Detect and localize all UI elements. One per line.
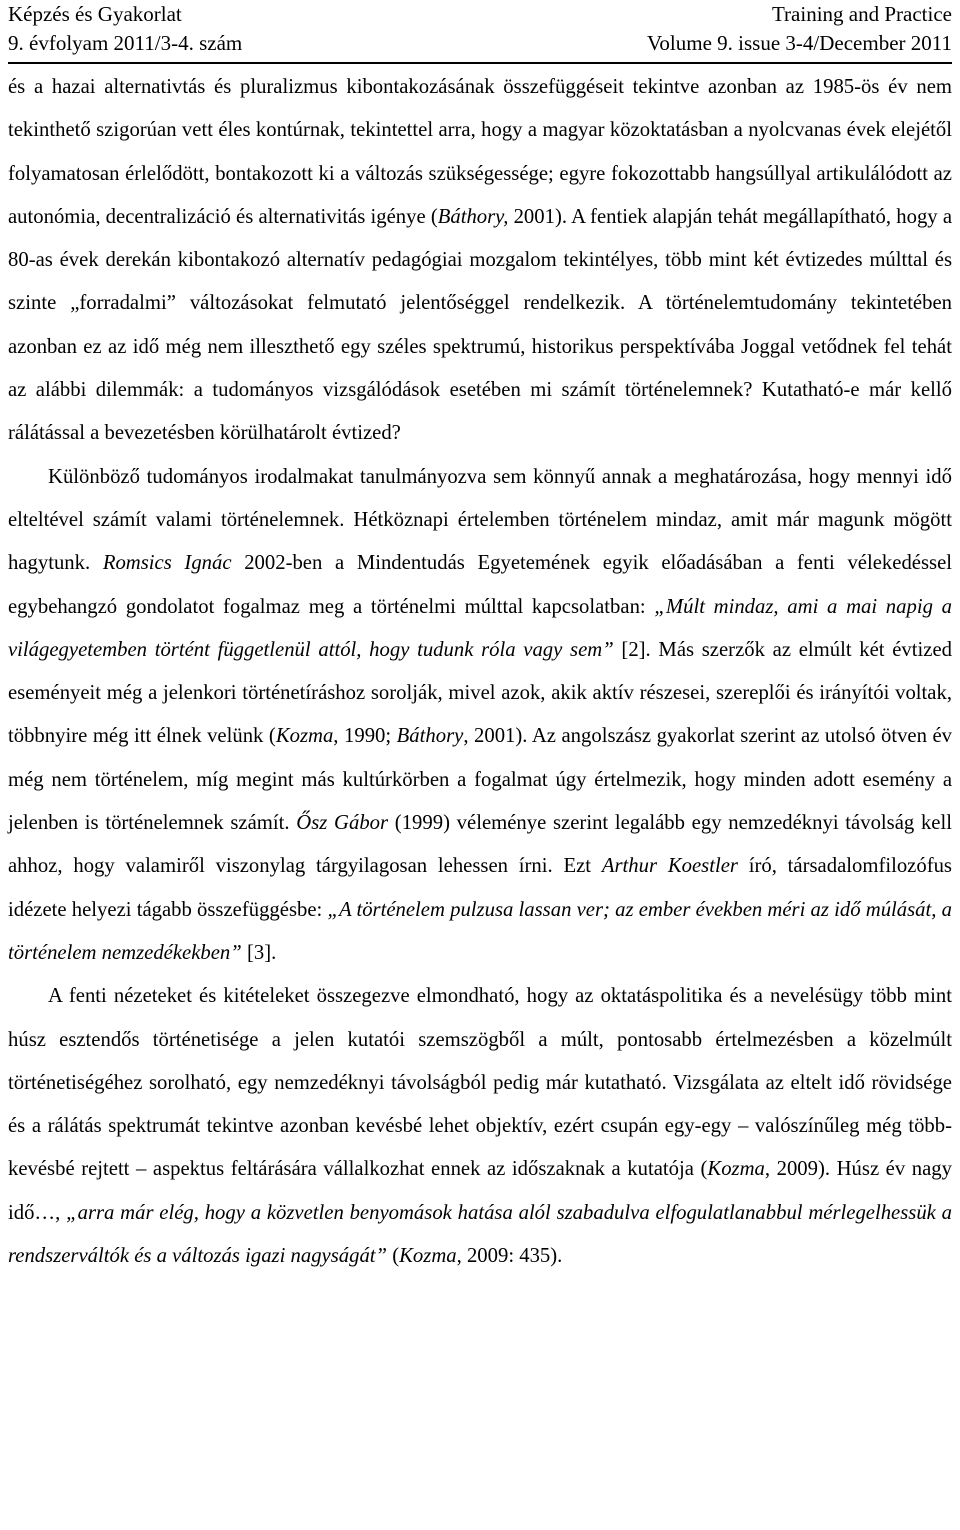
journal-title-hu: Képzés és Gyakorlat — [8, 2, 182, 26]
text-run: , 2009: 435). — [456, 1245, 563, 1268]
text-run: ( — [387, 1245, 400, 1268]
italic-run: Báthory, — [437, 205, 509, 228]
text-run: és a hazai alternativtás és pluralizmus kibontakozásának összefüggéseit tekintve azonban az 1985-ös év nem tekinthető szigorúan vett éles kontúrnak, tekintettel arra, hogy a magyar közoktatásban a nyolcvanas évek elejétől folyamatosan érlelődött, bontakozott ki a változás szükségessége; egyre fokozottabb hangsúllyal artikulálódott az autonómia, decentralizáció és alternativitás igénye ( — [8, 76, 952, 228]
header-row-title — [8, 0, 952, 29]
article-body — [8, 66, 952, 1278]
italic-run: „A történelem pulzusa lassan ver; az ember években méri az idő múlását, a történelem nemzedékekben” — [8, 898, 952, 964]
italic-run: Ősz Gábor — [296, 812, 389, 835]
text-run: [2]. Más szerzők az elmúlt két évtized eseményeit még a jelenkori történetíráshoz sorolják, mivel azok, akik aktív részesei, szereplői és irányítói voltak, többnyire még itt élnek velünk ( — [8, 638, 952, 748]
italic-run: „Múlt mindaz, ami a mai napig a világegyetemben történt függetlenül attól, hogy tudunk róla vagy sem” — [8, 595, 952, 661]
issue-info-en: Volume 9. issue 3-4/December 2011 — [646, 31, 952, 55]
text-run: , 2009). Húsz év nagy idő…, — [8, 1158, 952, 1224]
paragraph-2 — [8, 456, 952, 976]
issue-info-hu: 9. évfolyam 2011/3-4. szám — [8, 31, 243, 55]
italic-run: Kozma — [275, 725, 334, 748]
italic-run: Arthur Koestler — [601, 855, 738, 878]
text-run: (1999) véleménye szerint legalább egy nemzedéknyi távolság kell ahhoz, hogy valamiről viszonylag tárgyilagosan lehessen írni. Ezt — [8, 812, 952, 878]
text-run: [3]. — [241, 941, 277, 964]
italic-run: Romsics Ignác — [102, 552, 232, 575]
text-run: író, társadalomfilozófus idézete helyezi tágabb összefüggésbe: — [8, 855, 952, 921]
text-run: 2002-ben a Mindentudás Egyetemének egyik előadásában a fenti vélekedéssel egybehangzó gondolatot fogalmaz meg a történelmi múlttal kapcsolatban: — [8, 552, 952, 618]
italic-run: Báthory — [396, 725, 464, 748]
text-run: 2001). A fentiek alapján tehát megállapítható, hogy a 80-as évek derekán kibontakozó alternatív pedagógiai mozgalom tekintélyes, több mint két évtizedes múlttal és szinte „forradalmi” változásokat felmutató jelentőséggel rendelkezik. A történelemtudomány tekintetében azonban ez az idő még nem illeszthető egy széles spektrumú, historikus perspektívába Joggal vetődnek fel tehát az alábbi dilemmák: a tudományos vizsgálódások esetében mi számít történelemnek? Kutatható-e már kellő rálátással a bevezetésben körülhatárolt évtized? — [8, 205, 952, 445]
italic-run: Kozma — [399, 1245, 457, 1268]
text-run: , 1990; — [333, 725, 397, 748]
paragraph-3 — [8, 975, 952, 1278]
text-run: Különböző tudományos irodalmakat tanulmányozva sem könnyű annak a meghatározása, hogy mennyi idő elteltével számít valami történelemnek. Hétköznapi értelemben történelem mindaz, amit már magunk mögött hagytunk. — [8, 465, 952, 575]
text-run: , 2001). Az angolszász gyakorlat szerint az utolsó ötven év még nem történelem, míg megint más kultúrkörben a fogalmat úgy értelmezik, hogy minden adott esemény a jelenben is történelemnek számít. — [8, 725, 952, 835]
italic-run: „arra már elég, hogy a közvetlen benyomások hatása alól szabadulva elfogulatlanabbul mérlegelhessük a rendszerváltók és a változás igazi nagyságát” — [8, 1201, 953, 1268]
text-run: A fenti nézeteket és kitételeket összegezve elmondható, hogy az oktatáspolitika és a nevelésügy több mint húsz esztendős történetisége a jelen kutatói szemszögből a múlt, pontosabb értelmezésben a közelmúlt történetiségéhez sorolható, egy nemzedéknyi távolságból pedig már kutatható. Vizsgálata az eltelt idő rövidsége és a rálátás spektrumát tekintve azonban kevésbé lehet objektív, ezért csupán egy-egy – valószínűleg még több-kevésbé rejtett – aspektus feltárására vállalkozhat ennek az időszaknak a kutatója ( — [8, 985, 952, 1181]
running-header — [8, 0, 952, 64]
italic-run: Kozma — [707, 1158, 765, 1181]
header-row-issue — [8, 29, 952, 58]
journal-title-en: Training and Practice — [771, 2, 952, 26]
paragraph-1 — [8, 66, 952, 456]
